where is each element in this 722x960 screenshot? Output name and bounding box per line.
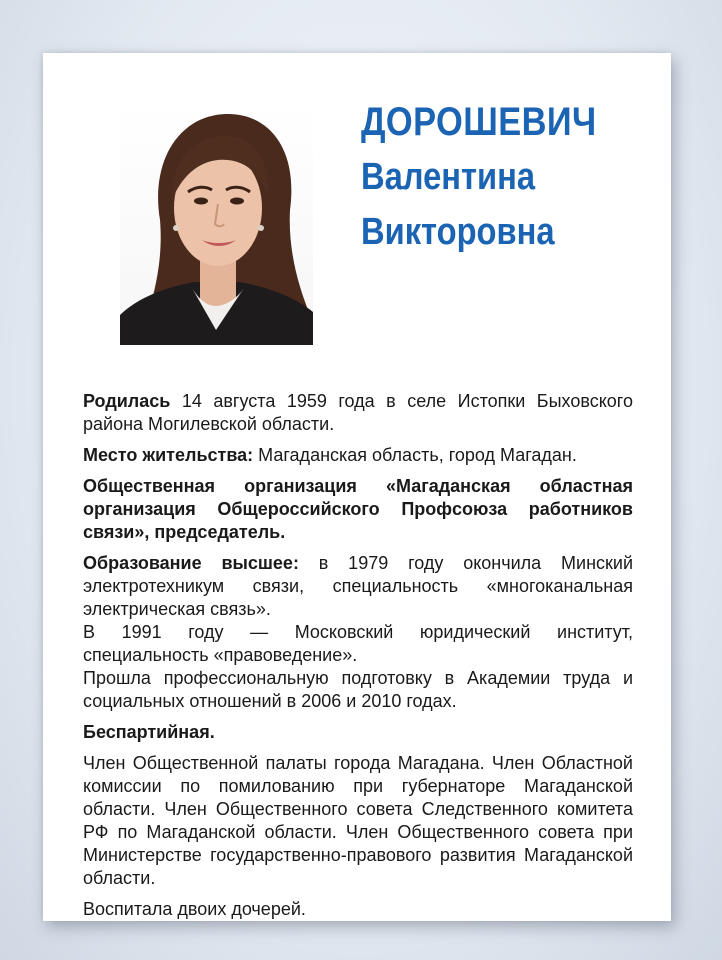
- first-name: Валентина: [361, 156, 536, 198]
- memberships-paragraph: Член Общественной палаты города Магадана. Член Областной комиссии по помилованию при губернаторе Магаданской области. Член Общественного совета Следственного комитета РФ по Магаданской области. Член Общественного совета при Министерстве государственно-правового развития Магаданской области.: [83, 753, 633, 888]
- education-third-paragraph: Прошла профессиональную подготовку в Академии труда и социальных отношений в 2006 и 2010 годах.: [83, 668, 633, 711]
- patronymic: Викторовна: [361, 211, 555, 253]
- residence-text: Магаданская область, город Магадан.: [253, 445, 577, 465]
- residence-label: Место жительства:: [83, 445, 254, 465]
- birth-label: Родилась: [83, 391, 171, 411]
- portrait-illustration: [120, 100, 313, 345]
- profile-card: [43, 53, 671, 921]
- biography: [83, 390, 633, 929]
- education-second-paragraph: В 1991 году — Московский юридический институт, специальность «правоведение».: [83, 622, 633, 665]
- organization-paragraph: Общественная организация «Магаданская областная организация Общероссийского Профсоюза работников связи», председатель.: [83, 476, 633, 542]
- surname: ДОРОШЕВИЧ: [361, 100, 597, 144]
- family-paragraph: Воспитала двоих дочерей.: [83, 899, 306, 919]
- residence-paragraph: [83, 444, 633, 467]
- education-text: в 1979 году окончила Минский электротехникум связи, специальность «многоканальная электрическая связь».: [83, 553, 634, 619]
- education-paragraph: [83, 552, 633, 621]
- portrait-photo: [120, 100, 313, 345]
- birth-text: 14 августа 1959 года в селе Истопки Быховского района Могилевской области.: [83, 391, 633, 434]
- birth-paragraph: [83, 390, 633, 436]
- education-label: Образование высшее:: [83, 553, 299, 573]
- party-paragraph: Беспартийная.: [83, 722, 215, 742]
- person-name: [361, 95, 597, 260]
